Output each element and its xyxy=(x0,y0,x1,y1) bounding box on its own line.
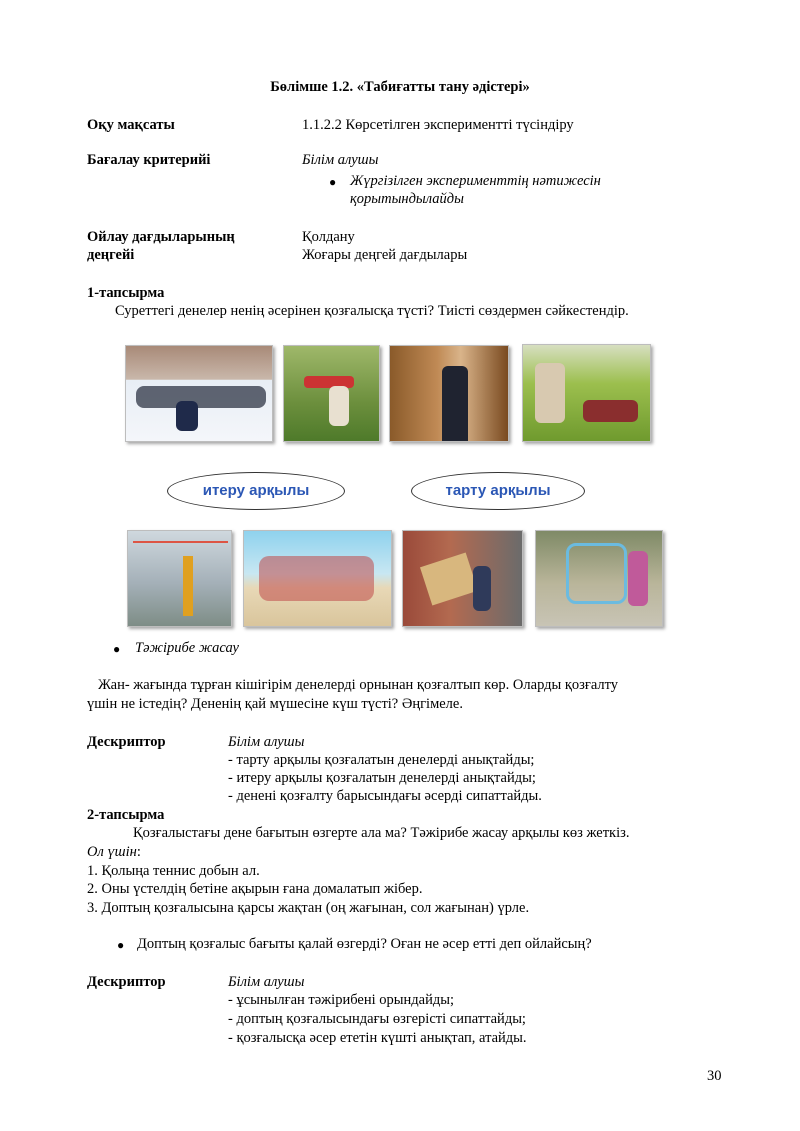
bullet-icon: ● xyxy=(113,642,121,656)
task1-instruction: Суреттегі денелер ненің әсерінен қозғалысқа түсті? Тиісті сөздермен сәйкестендір. xyxy=(115,303,629,319)
criteria-item-line1: Жүргізілген эксперименттің нәтижесін xyxy=(350,173,601,189)
descriptor2-item: - қозғалысқа әсер ететін күшті анықтап, атайды. xyxy=(228,1030,527,1046)
task1-paragraph-line2: үшін не істедің? Дененің қай мүшесіне күш түсті? Әңгімеле. xyxy=(87,696,463,712)
descriptor2-learner: Білім алушы xyxy=(228,974,305,990)
task1-heading: 1-тапсырма xyxy=(87,285,165,301)
task1-paragraph-line1: Жан- жағында тұрған кішігірім денелерді орнынан қозғалтып көр. Оларды қозғалту xyxy=(98,677,619,693)
thinking-value-line2: Жоғары деңгей дағдылары xyxy=(302,247,468,263)
doorman-door-photo xyxy=(389,345,509,442)
objective-value: 1.1.2.2 Көрсетілген экспериментті түсіндіру xyxy=(302,117,574,133)
task2-heading: 2-тапсырма xyxy=(87,807,165,823)
pull-label-oval: тарту арқылы xyxy=(411,472,585,510)
experiment-bullet-text: Тәжірибе жасау xyxy=(135,640,239,656)
girl-pushing-stroller-photo xyxy=(535,530,663,627)
descriptor1-item: - тарту арқылы қозғалатын денелерді анықтайды; xyxy=(228,752,535,768)
task2-for-this: Ол үшін: xyxy=(87,844,141,860)
descriptor2-item: - доптың қозғалысындағы өзгерісті сипаттайды; xyxy=(228,1011,526,1027)
task2-bullet-question: Доптың қозғалыс бағыты қалай өзгерді? Оған не әсер етті деп ойлайсың? xyxy=(137,936,592,952)
push-label-oval: итеру арқылы xyxy=(167,472,345,510)
page-title: Бөлімше 1.2. «Табиғатты тану әдістері» xyxy=(270,79,530,95)
page-number: 30 xyxy=(707,1068,722,1084)
task2-step: 2. Оны үстелдің бетіне ақырын ғана домалатып жібер. xyxy=(87,881,423,897)
basketball-photo xyxy=(127,530,232,627)
criteria-label: Бағалау критерийі xyxy=(87,152,211,168)
task2-step: 3. Доптың қозғалысына қарсы жақтан (оң жағынан, сол жағынан) үрле. xyxy=(87,900,530,916)
descriptor2-label: Дескриптор xyxy=(87,974,166,990)
man-pushing-cart-photo xyxy=(522,344,651,442)
thinking-label-line2: деңгейі xyxy=(87,247,135,263)
tug-of-war-photo xyxy=(243,530,392,627)
pushing-crate-photo xyxy=(402,530,523,627)
descriptor2-item: - ұсынылған тәжірибені орындайды; xyxy=(228,992,454,1008)
bullet-icon: ● xyxy=(329,175,337,189)
thinking-value-line1: Қолдану xyxy=(302,229,355,245)
thinking-label-line1: Ойлау дағдыларының xyxy=(87,229,235,245)
criteria-item-line2: қорытындылайды xyxy=(350,191,464,207)
descriptor1-label: Дескриптор xyxy=(87,734,166,750)
task2-step: 1. Қолыңа теннис добын ал. xyxy=(87,863,260,879)
task2-question: Қозғалыстағы дене бағытын өзгерте ала ма? Тәжірибе жасау арқылы көз жеткіз. xyxy=(133,825,630,841)
swing-playground-photo xyxy=(283,345,380,442)
criteria-learner: Білім алушы xyxy=(302,152,379,168)
bullet-icon: ● xyxy=(117,938,125,952)
descriptor1-item: - денені қозғалту барысындағы әсерді сипаттайды. xyxy=(228,788,542,804)
children-snow-photo xyxy=(125,345,273,442)
descriptor1-item: - итеру арқылы қозғалатын денелерді анықтайды; xyxy=(228,770,536,786)
objective-label: Оқу мақсаты xyxy=(87,117,175,133)
descriptor1-learner: Білім алушы xyxy=(228,734,305,750)
